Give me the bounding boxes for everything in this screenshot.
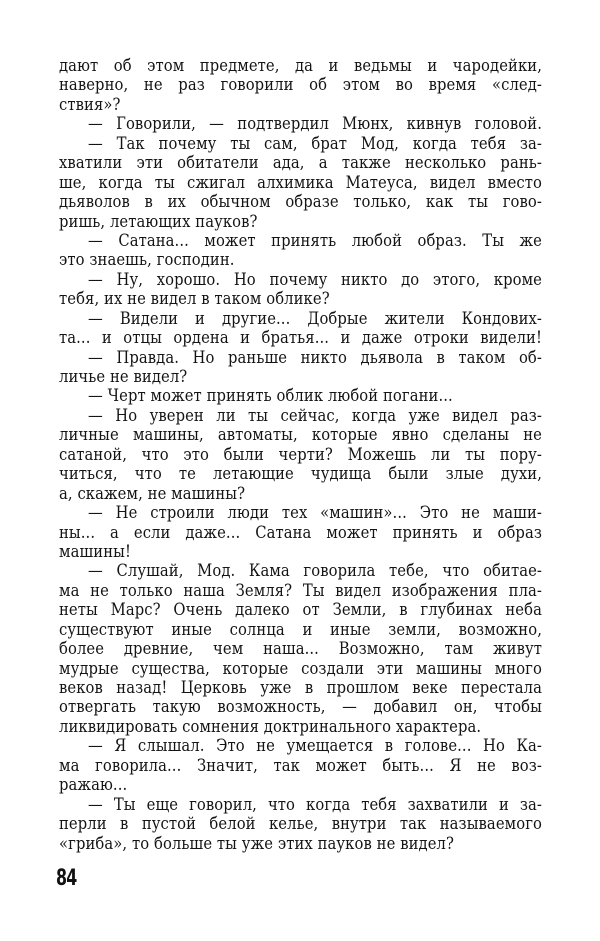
text-line: — Сатана... может принять любой образ. Ты же	[88, 230, 542, 250]
text-line: отвергать такую возможность, — добавил он, чтобы	[59, 697, 542, 717]
text-line: личные машины, автоматы, которые явно сделаны не	[59, 425, 542, 445]
text-line: — Но уверен ли ты сейчас, когда уже видел раз-	[88, 405, 542, 425]
text-line: «гриба», то больше ты уже этих пауков не видел?	[59, 833, 454, 853]
text-line: читься, что те летающие чудища были злые духи,	[59, 464, 542, 484]
text-line: — Ну, хорошо. Но почему никто до этого, кроме	[88, 269, 542, 289]
text-line: ше, когда ты сжигал алхимика Матеуса, видел вместо	[59, 172, 542, 192]
text-line: ствия»?	[59, 94, 121, 114]
text-line: наверно, не раз говорили об этом во время «след-	[59, 75, 542, 95]
text-line: — Говорили, — подтвердил Мюнх, кивнув головой.	[88, 114, 542, 134]
text-line: — Правда. Но раньше никто дьявола в таком об-	[88, 347, 542, 367]
text-line: — Не строили люди тех «машин»... Это не маши-	[88, 503, 542, 523]
text-line: перли в пустой белой келье, внутри так называемого	[59, 814, 542, 834]
text-line: мудрые существа, которые создали эти машины много	[59, 658, 542, 678]
text-line: — Видели и другие... Добрые жители Кондових-	[88, 308, 542, 328]
text-line: машины!	[59, 541, 131, 561]
text-line: существуют иные солнца и иные земли, возможно,	[59, 619, 542, 639]
text-line: — Черт может принять облик любой погани...	[88, 386, 453, 406]
text-line: — Ты еще говорил, что когда тебя захватили и за-	[88, 794, 542, 814]
text-line: а, скажем, не машины?	[59, 483, 246, 503]
text-line: личье не видел?	[59, 367, 188, 386]
text-line: ма говорила... Значит, так может быть... Я не воз-	[59, 755, 542, 775]
body-text	[59, 56, 542, 853]
text-line: — Я слышал. Это не умещается в голове... Но Ка-	[88, 736, 542, 756]
text-line: сатаной, что это были черти? Можешь ли ты пору-	[59, 444, 542, 464]
text-line: ражаю...	[59, 775, 128, 795]
page-number: 84	[56, 866, 77, 891]
text-line: более древние, чем наша... Возможно, там живут	[59, 639, 542, 659]
text-line: — Слушай, Мод. Кама говорила тебе, что обитае-	[88, 561, 542, 581]
text-line: веков назад! Церковь уже в прошлом веке перестала	[59, 678, 542, 697]
text-line: это знаешь, господин.	[59, 250, 235, 270]
text-line: ришь, летающих пауков?	[59, 211, 258, 231]
text-line: ликвидировать сомнения доктринального характера.	[59, 716, 482, 736]
text-line: ны... а если даже... Сатана может принять и образ	[59, 522, 542, 542]
text-line: тебя, их не видел в таком облике?	[59, 289, 330, 309]
text-line: дают об этом предмете, да и ведьмы и чародейки,	[59, 56, 542, 75]
text-line: ма не только наша Земля? Ты видел изображения пла-	[59, 580, 542, 600]
text-line: та... и отцы ордена и братья... и даже отроки видели!	[59, 328, 542, 348]
text-line: дьяволов в их обычном образе только, как ты гово-	[59, 192, 542, 212]
text-line: хватили эти обитатели ада, а также несколько рань-	[59, 153, 542, 173]
text-line: неты Марс? Очень далеко от Земли, в глубинах неба	[59, 600, 542, 620]
text-line: — Так почему ты сам, брат Мод, когда тебя за-	[88, 133, 542, 153]
